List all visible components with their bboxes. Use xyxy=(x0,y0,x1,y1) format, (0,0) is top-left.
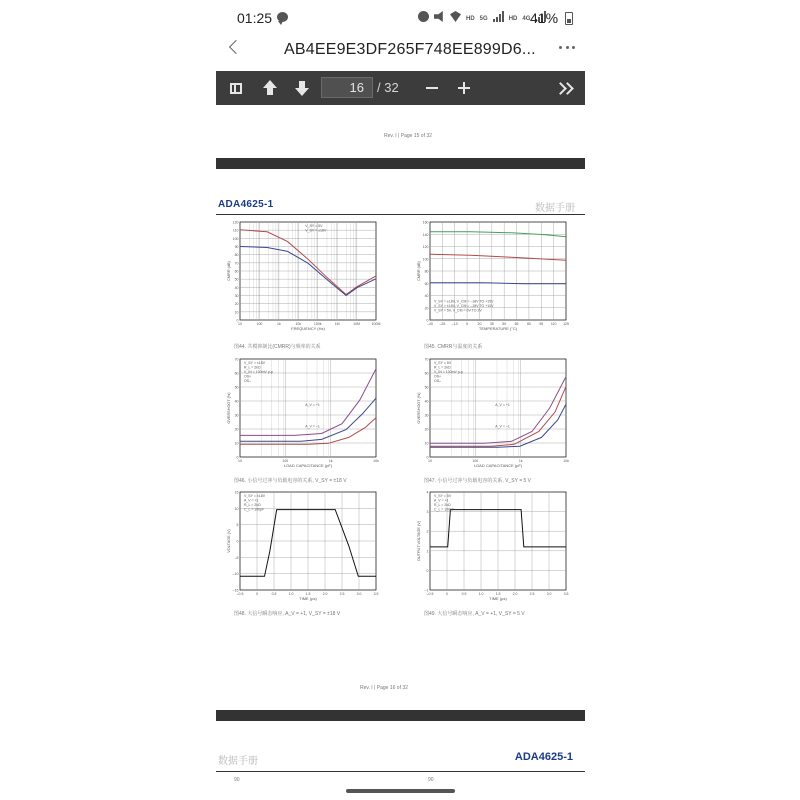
y-tick-label: 30 xyxy=(424,413,429,418)
pdf-document-view[interactable] xyxy=(216,105,585,800)
y-tick-label: 10 xyxy=(424,441,429,446)
legend-entry: V_IN = 100mV p-p xyxy=(244,370,273,374)
next-page-product-name: ADA4625-1 xyxy=(514,751,573,763)
y-tick-label: –1 xyxy=(424,588,429,593)
y-tick-label: 60 xyxy=(424,281,429,286)
y-tick-label: 15 xyxy=(234,490,239,495)
y-axis-label: VOLTAGE (V) xyxy=(227,529,231,553)
figure-6-caption: 图49. 大信号瞬态响应, A_V = +1, V_SY = 5 V xyxy=(424,611,525,617)
status-bar xyxy=(216,0,585,34)
x-tick-label: 1.0 xyxy=(288,592,294,596)
next-page-tick-left: 90 xyxy=(234,777,240,783)
x-tick-label: 3.0 xyxy=(546,592,552,596)
sidebar-icon xyxy=(230,83,242,94)
figure-1 xyxy=(226,220,386,342)
y-tick-label: 0 xyxy=(426,455,429,460)
x-tick-label: –40 xyxy=(427,322,433,326)
next-page-header-rule xyxy=(216,771,585,772)
y-tick-label: 30 xyxy=(234,294,239,298)
x-tick-label: 1.5 xyxy=(495,592,501,596)
x-tick-label: 2.0 xyxy=(322,592,328,596)
double-chevron-right-icon xyxy=(556,82,572,94)
header-rule xyxy=(216,214,585,215)
x-tick-label: 3.0 xyxy=(356,592,362,596)
figure-4 xyxy=(416,357,576,479)
x-tick-label: –25 xyxy=(439,322,446,326)
x-axis-label: LOAD CAPACITANCE (pF) xyxy=(283,463,333,468)
battery-percentage: 41% xyxy=(530,10,559,26)
y-tick-label: 40 xyxy=(234,399,239,404)
toggle-sidebar-button[interactable] xyxy=(226,71,246,105)
navigation-handle[interactable] xyxy=(346,789,455,793)
y-axis-label: CMRR (dB) xyxy=(417,261,421,281)
figure-4-plot xyxy=(416,357,576,479)
x-tick-label: 1k xyxy=(518,459,523,463)
annotation-av-minus: A_V = –1 xyxy=(305,424,320,429)
legend-entry: OS– xyxy=(244,379,252,383)
product-name: ADA4625-1 xyxy=(218,199,274,210)
figure-6 xyxy=(416,490,576,612)
legend-entry: C_L = 100pF xyxy=(244,507,265,512)
figure-4-caption: 图47. 小信号过冲与负载电容的关系, V_SY = 5 V xyxy=(424,478,532,484)
figure-2-plot xyxy=(416,220,576,342)
y-tick-label: 0 xyxy=(236,455,239,460)
legend-entry: OS+ xyxy=(244,374,252,379)
x-tick-label: 1k xyxy=(277,322,281,326)
x-tick-label: 1.5 xyxy=(305,592,311,596)
more-options-icon[interactable] xyxy=(559,46,575,50)
x-tick-label: 100M xyxy=(371,322,381,326)
y-tick-label: 90 xyxy=(234,245,239,249)
figure-3-plot xyxy=(226,357,386,479)
figure-3-caption: 图46. 小信号过冲与负载电容的关系, V_SY = ±18 V xyxy=(234,478,347,484)
x-tick-label: 10M xyxy=(353,322,360,326)
hd-label: HD xyxy=(466,16,475,22)
arrow-up-icon xyxy=(263,80,277,96)
y-tick-label: 140 xyxy=(422,232,429,237)
document-title: AB4EE9E3DF265F748EE899D6... xyxy=(284,41,536,58)
y-tick-label: 40 xyxy=(424,399,429,404)
y-tick-label: 100 xyxy=(422,257,429,262)
legend-entry: V_SY = ±18V, V_CM = –18V TO +15V xyxy=(434,299,494,304)
y-tick-label: 0 xyxy=(236,318,239,323)
y-tick-label: 0 xyxy=(426,568,429,573)
page-header xyxy=(216,197,585,215)
y-tick-label: 110 xyxy=(232,228,239,233)
y-tick-label: 20 xyxy=(424,306,429,311)
y-tick-label: 100 xyxy=(232,236,239,241)
legend-entry: OS– xyxy=(434,379,442,383)
x-tick-label: –10 xyxy=(451,322,458,326)
hd-label-2: HD xyxy=(508,16,518,22)
y-tick-label: –5 xyxy=(234,555,239,560)
page-footer: Rev. I | Page 16 of 32 xyxy=(360,685,408,691)
legend-entry: V_SY = ±18V, V_CM = –18V TO +10V xyxy=(434,304,494,308)
figure-5 xyxy=(226,490,386,612)
page-separator-2 xyxy=(216,710,585,721)
x-tick-label: –0.5 xyxy=(426,592,434,596)
x-tick-label: 10k xyxy=(373,459,379,463)
figure-2 xyxy=(416,220,576,342)
page-footer-top: Rev. I | Page 15 of 32 xyxy=(384,133,432,139)
x-tick-label: 0 xyxy=(256,592,258,596)
y-tick-label: 80 xyxy=(234,253,239,258)
x-tick-label: 0 xyxy=(446,592,448,596)
y-tick-label: –10 xyxy=(232,572,239,577)
previous-page-button[interactable] xyxy=(262,71,278,105)
annotation-av-plus: A_V = +1 xyxy=(495,403,510,408)
x-tick-label: 3.5 xyxy=(373,592,379,596)
y-tick-label: 50 xyxy=(234,277,239,282)
x-tick-label: 10 xyxy=(428,459,432,463)
y-tick-label: 120 xyxy=(232,220,239,225)
legend-entry: A_V = +1 xyxy=(434,498,449,503)
x-tick-label: 2.5 xyxy=(339,592,345,596)
status-icons xyxy=(418,11,546,22)
y-tick-label: 60 xyxy=(234,371,239,376)
x-axis-label: TEMPERATURE (°C) xyxy=(478,326,518,331)
figure-5-caption: 图48. 大信号瞬态响应, A_V = +1, V_SY = ±18 V xyxy=(234,611,341,617)
x-tick-label: 0.5 xyxy=(271,592,277,596)
x-tick-label: 100 xyxy=(282,459,289,463)
legend-entry: V_SY = 5V, V_CM = 0V TO 2V xyxy=(434,308,482,313)
x-tick-label: 10 xyxy=(238,459,242,463)
next-page-tick-right: 90 xyxy=(428,777,434,783)
y-tick-label: 2 xyxy=(426,529,429,534)
phone-screen xyxy=(216,0,585,800)
y-tick-label: 3 xyxy=(426,510,429,515)
figure-2-caption: 图45. CMRR与温度的关系 xyxy=(424,344,483,350)
x-tick-label: 1.0 xyxy=(478,592,484,596)
y-tick-label: 10 xyxy=(234,506,239,511)
x-tick-label: 100 xyxy=(472,459,479,463)
signal-5g-icon xyxy=(493,11,504,22)
x-tick-label: 125 xyxy=(563,322,569,326)
y-tick-label: 60 xyxy=(234,269,239,274)
legend-entry: V_SY = ±18V xyxy=(244,361,266,365)
legend-entry: R_L = 2kΩ xyxy=(434,365,451,370)
y-axis-label: CMRR (dB) xyxy=(227,261,231,281)
y-tick-label: 1 xyxy=(426,549,429,554)
x-tick-label: 10 xyxy=(238,322,242,326)
pdf-toolbar xyxy=(216,71,585,105)
zoom-out-button[interactable] xyxy=(424,71,440,105)
y-tick-label: 60 xyxy=(424,371,429,376)
next-page-button[interactable] xyxy=(294,71,310,105)
legend-entry: OS+ xyxy=(434,374,442,379)
battery-icon xyxy=(565,12,573,25)
x-tick-label: 1k xyxy=(328,459,333,463)
title-bar xyxy=(216,34,585,70)
x-axis-label: FREQUENCY (Hz) xyxy=(291,326,325,331)
y-tick-label: 0 xyxy=(426,318,429,323)
x-tick-label: 3.5 xyxy=(563,592,569,596)
y-tick-label: 0 xyxy=(236,539,239,544)
legend-entry: V_SY = ±18V xyxy=(305,228,327,233)
x-tick-label: 0.5 xyxy=(461,592,467,596)
y-tick-label: 30 xyxy=(234,413,239,418)
x-tick-label: 50 xyxy=(502,322,507,326)
annotation-av-minus: A_V = –1 xyxy=(495,424,510,429)
x-tick-label: 65 xyxy=(514,322,519,326)
figure-1-plot xyxy=(226,220,386,342)
y-tick-label: 50 xyxy=(234,385,239,390)
page-separator xyxy=(216,158,585,169)
x-tick-label: 35 xyxy=(489,322,494,326)
minus-icon xyxy=(426,87,438,89)
y-axis-label: OVERSHOOT (%) xyxy=(227,392,231,424)
datasheet-label: 数据手册 xyxy=(535,203,575,214)
legend-entry: C_L = 100pF xyxy=(434,507,455,512)
network-4g-label: 4G xyxy=(522,16,531,22)
clock: 01:25 xyxy=(237,10,273,26)
figure-6-plot xyxy=(416,490,576,612)
figure-1-caption: 图44. 共模抑制比(CMRR)与频率的关系 xyxy=(234,344,321,350)
y-tick-label: 70 xyxy=(234,261,239,266)
y-tick-label: 10 xyxy=(234,441,239,446)
page-total: / 32 xyxy=(377,80,399,95)
more-tools-button[interactable] xyxy=(554,71,574,105)
y-tick-label: 70 xyxy=(234,357,239,362)
next-page-datasheet-label: 数据手册 xyxy=(218,756,258,767)
legend-entry: V_IN = 100mV p-p xyxy=(434,370,463,374)
x-tick-label: 2.0 xyxy=(512,592,518,596)
y-tick-label: 20 xyxy=(424,427,429,432)
arrow-down-icon xyxy=(295,80,309,96)
y-tick-label: 20 xyxy=(234,427,239,432)
wifi-icon xyxy=(450,11,461,22)
y-tick-label: 120 xyxy=(422,245,429,249)
legend-entry: R_L = 2kΩ xyxy=(244,365,261,370)
legend-entry: V_SY = 5V xyxy=(434,494,452,498)
x-tick-label: 110 xyxy=(550,322,557,326)
y-tick-label: –15 xyxy=(232,588,239,593)
x-axis-label: TIME (µs) xyxy=(299,596,317,601)
y-tick-label: 5 xyxy=(236,523,239,528)
y-tick-label: 80 xyxy=(424,269,429,274)
legend-entry: V_SY = ±18V xyxy=(244,494,266,498)
x-tick-label: 100k xyxy=(313,322,322,326)
legend-entry: A_V = +1 xyxy=(244,498,259,503)
figure-5-plot xyxy=(226,490,386,612)
y-tick-label: 160 xyxy=(422,220,429,225)
y-tick-label: 50 xyxy=(424,385,429,390)
x-axis-label: LOAD CAPACITANCE (pF) xyxy=(473,463,523,468)
mute-icon xyxy=(434,11,445,22)
x-tick-label: 80 xyxy=(526,322,531,326)
chat-notification-icon xyxy=(277,12,288,22)
y-tick-label: 40 xyxy=(234,285,239,290)
alarm-icon xyxy=(418,11,429,22)
plus-icon xyxy=(458,82,470,94)
y-tick-label: 70 xyxy=(424,357,429,362)
y-tick-label: 4 xyxy=(426,490,429,495)
figure-3 xyxy=(226,357,386,479)
legend-entry: R_L = 2kΩ xyxy=(434,503,451,507)
legend-entry: V_SY = 5V xyxy=(305,224,323,228)
annotation-av-plus: A_V = +1 xyxy=(305,403,320,408)
network-5g-label: 5G xyxy=(479,16,488,22)
x-tick-label: 20 xyxy=(477,322,482,326)
zoom-in-button[interactable] xyxy=(456,71,472,105)
x-tick-label: 10k xyxy=(563,459,569,463)
y-tick-label: 10 xyxy=(234,310,239,315)
y-tick-label: 40 xyxy=(424,294,429,298)
legend-entry: R_L = 2kΩ xyxy=(244,503,261,507)
y-axis-label: OVERSHOOT (%) xyxy=(417,392,421,424)
x-tick-label: 1M xyxy=(334,322,340,326)
x-tick-label: 10k xyxy=(295,322,302,326)
y-axis-label: OUTPUT VOLTAGE (V) xyxy=(417,520,421,562)
y-tick-label: 20 xyxy=(234,302,239,307)
x-tick-label: 2.5 xyxy=(529,592,535,596)
back-arrow-icon[interactable] xyxy=(229,40,243,54)
x-tick-label: 5 xyxy=(466,322,469,326)
x-tick-label: 100 xyxy=(256,322,263,326)
x-tick-label: 95 xyxy=(539,322,544,326)
legend-entry: V_SY = 5V xyxy=(434,361,452,365)
x-axis-label: TIME (µs) xyxy=(489,596,507,601)
page-number-input[interactable] xyxy=(321,77,373,98)
x-tick-label: –0.5 xyxy=(236,592,244,596)
